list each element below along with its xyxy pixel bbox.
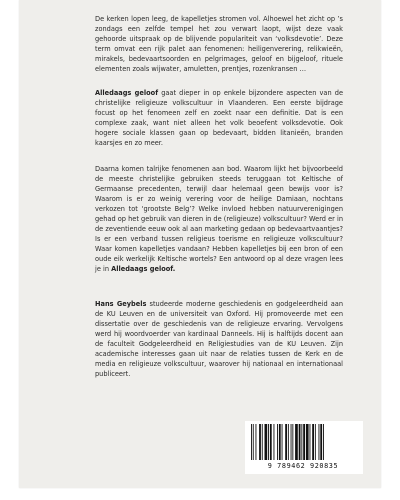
- isbn-number: 9 789462 920835: [267, 462, 339, 470]
- questions-paragraph-text: Daarna komen talrijke fenomenen aan bod. Waarom lijkt het bijvoorbeeld de meeste christelijke gebruiken steeds teruggaan tot Keltische of Germaanse precedenten, terwijl daar helemaal geen bewijs voor is? Waarom is er zo weinig verering voor de heilige Damiaan, nochtans verkozen tot ‘grootste Belg’? Welke invloed hebben natuurverenigingen gehad op het gebruik van dieren in de (religieuze) volkscultuur? Werd er in de zeventiende eeuw ook al aan marketing gedaan op bedevaartvaantjes? Is er een verband tussen religieus toerisme en religieuze volkscultuur? Waar komen kapelletjes vandaan? Hebben kapelletjes bij een bron of een oude eik werkelijk Keltische wortels? Een antwoord op al deze vragen lees je in: [95, 165, 343, 273]
- author-name: Hans Geybels: [95, 300, 147, 308]
- questions-paragraph: [95, 164, 343, 274]
- book-title-bold: Alledaags geloof: [95, 89, 159, 97]
- book-title-bold-closing: Alledaags geloof.: [111, 265, 176, 273]
- author-bio-text: studeerde moderne geschiedenis en godgeleerdheid aan de KU Leuven en de universiteit van Oxford. Hij promoveerde met een dissertatie over de geschiedenis van de religieuze ervaring. Vervolgens werd hij woordvoerder van kardinaal Danneels. Hij is halftijds docent aan de faculteit Godgeleerdheid en Religiestudies van de KU Leuven. Zijn academische interesses gaan uit naar de relaties tussen de Kerk en de media en religieuze volkscultuur, waarover hij nationaal en internationaal publiceert.: [95, 300, 343, 378]
- intro-paragraph: De kerken lopen leeg, de kapelletjes stromen vol. Alhoewel het zicht op ’s zondags een zelfde tempel het zou verwart laopt, wijst deze vaak gehoorde uitspraak op de blijvende populariteit van ‘volksdevotie’. Deze term omvat een rijk palet aan fenomenen: heiligenverering, relikwieën, mirakels, bedevaartsoorden en pelgrimages, geloof en bijgeloof, rituele elementen zoals wijwater, amuletten, prentjes, rozenkransen …: [95, 15, 343, 73]
- author-bio-paragraph: [95, 299, 343, 379]
- barcode: [250, 424, 356, 460]
- summary-paragraph: [95, 88, 343, 148]
- summary-paragraph-text: gaat dieper in op enkele bijzondere aspecten van de christelijke religieuze volkscultuur in Vlaanderen. Een eerste bijdrage focust op het fenomeen zelf en zoekt naar een definitie. Dat is een complexe zaak, want niet alleen het volk beoefent volksdevotie. Ook hogere sociale klassen gaan op bedevaart, bidden litanieën, branden kaarsjes en zo meer.: [95, 89, 344, 147]
- blurb-text-column: [95, 14, 343, 379]
